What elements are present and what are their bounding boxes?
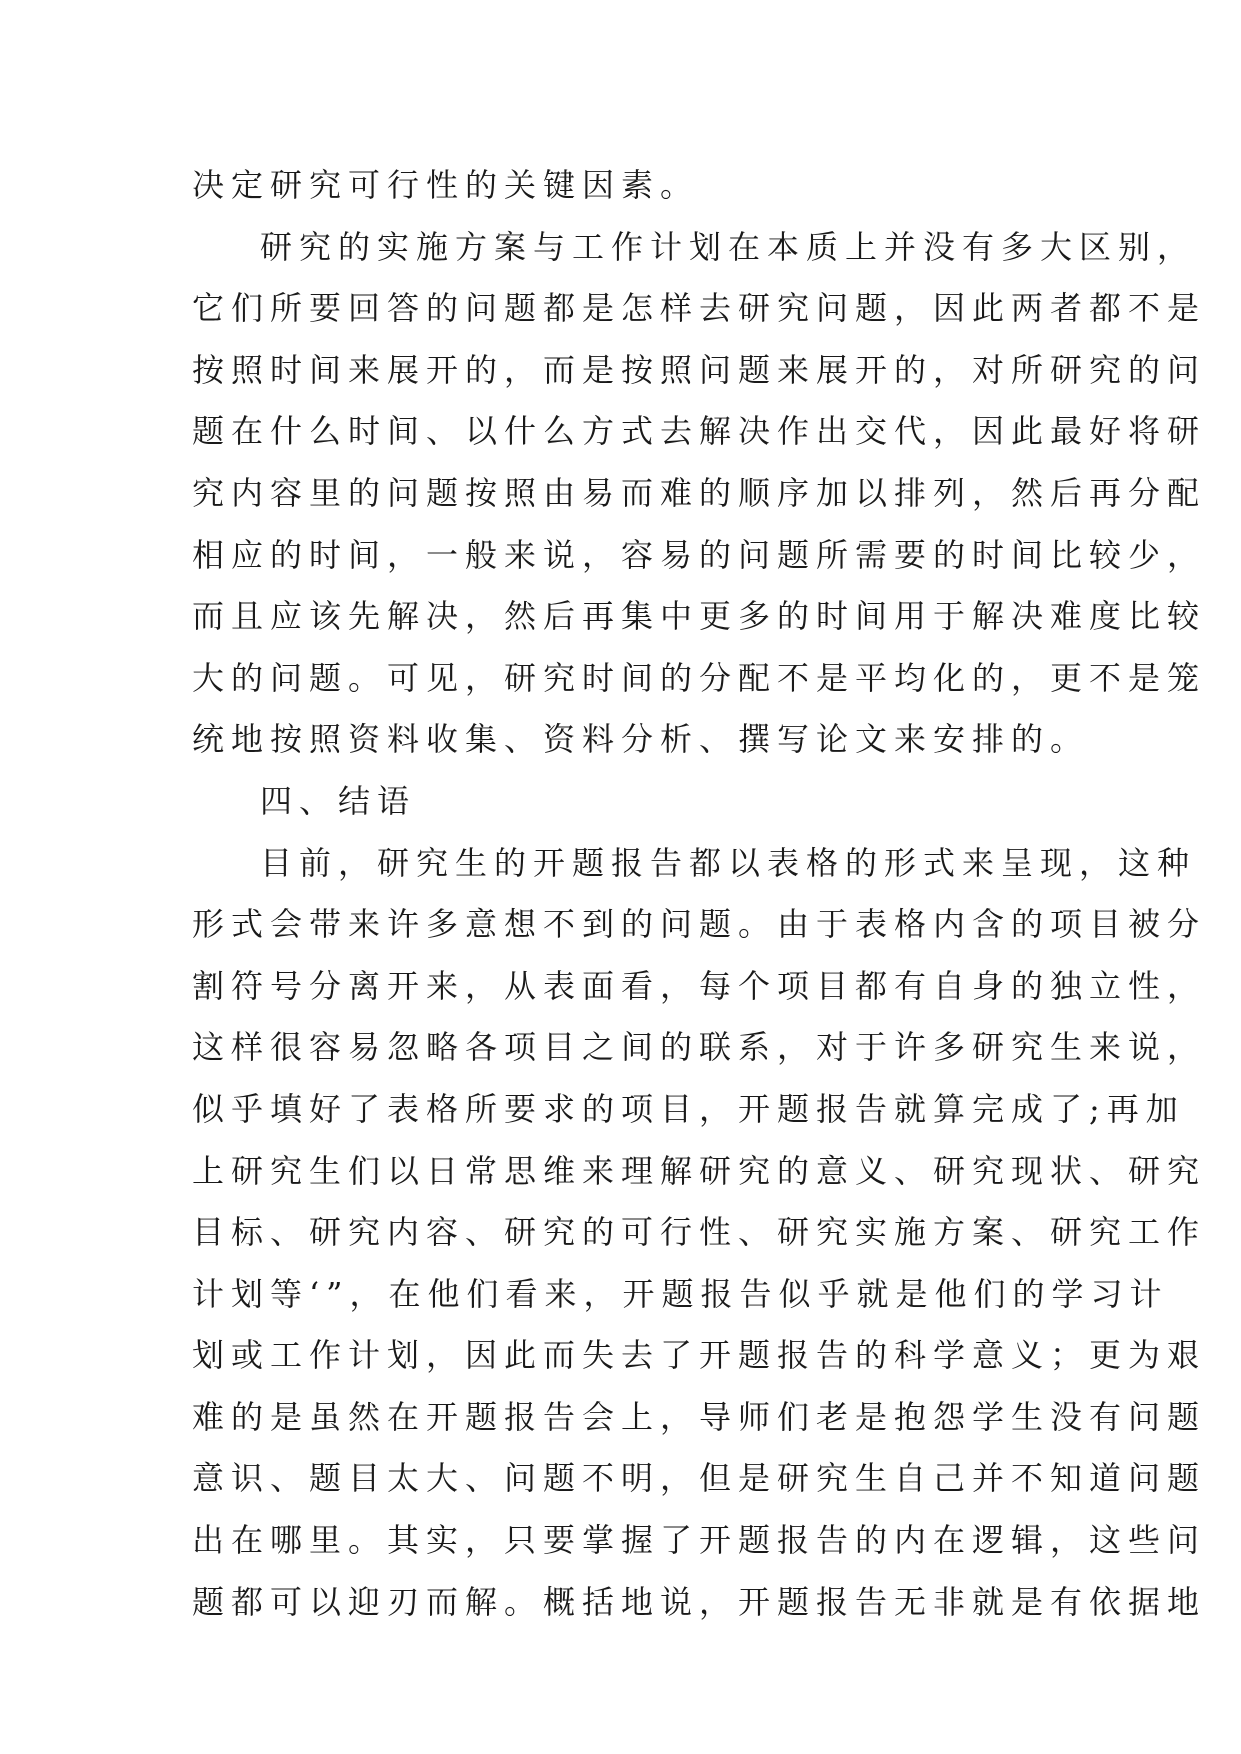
text-line: 划或工作计划，因此而失去了开题报告的科学意义；更为艰 [192, 1336, 1207, 1375]
text-line: 按照时间来展开的，而是按照问题来展开的，对所研究的问 [192, 350, 1207, 389]
text-line: 上研究生们以日常思维来理解研究的意义、研究现状、研究 [192, 1151, 1207, 1190]
text-line: 目前，研究生的开题报告都以表格的形式来呈现，这种 [260, 843, 1197, 882]
section-heading: 四、结语 [260, 781, 417, 820]
text-line: 究内容里的问题按照由易而难的顺序加以排列，然后再分配 [192, 473, 1207, 512]
text-line: 目标、研究内容、研究的可行性、研究实施方案、研究工作 [192, 1213, 1207, 1252]
text-line: 这样很容易忽略各项目之间的联系，对于许多研究生来说， [192, 1028, 1207, 1067]
text-line: 统地按照资料收集、资料分析、撰写论文来安排的。 [192, 720, 1090, 759]
text-line: 它们所要回答的问题都是怎样去研究问题，因此两者都不是 [192, 289, 1207, 328]
text-line: 决定研究可行性的关键因素。 [192, 166, 700, 204]
body-text [192, 155, 1207, 1633]
text-line: 难的是虽然在开题报告会上，导师们老是抱怨学生没有问题 [192, 1397, 1207, 1436]
text-line: 出在哪里。其实，只要掌握了开题报告的内在逻辑，这些问 [192, 1521, 1207, 1560]
text-line: 题在什么时间、以什么方式去解决作出交代，因此最好将研 [192, 412, 1207, 451]
text-line: 似乎填好了表格所要求的项目，开题报告就算完成了;再加 [192, 1089, 1185, 1128]
text-line: 而且应该先解决，然后再集中更多的时间用于解决难度比较 [192, 597, 1207, 636]
text-line: 研究的实施方案与工作计划在本质上并没有多大区别， [260, 227, 1197, 266]
text-line: 题都可以迎刃而解。概括地说，开题报告无非就是有依据地 [192, 1582, 1207, 1621]
text-line: 意识、题目太大、问题不明，但是研究生自己并不知道问题 [192, 1459, 1207, 1498]
text-line: 相应的时间，一般来说，容易的问题所需要的时间比较少， [192, 535, 1207, 574]
text-line: 计划等‘”，在他们看来，开题报告似乎就是他们的学习计 [192, 1274, 1169, 1313]
text-line: 割符号分离开来，从表面看，每个项目都有自身的独立性， [192, 966, 1207, 1005]
text-line: 大的问题。可见，研究时间的分配不是平均化的，更不是笼 [192, 658, 1207, 697]
text-line: 形式会带来许多意想不到的问题。由于表格内含的项目被分 [192, 905, 1207, 944]
